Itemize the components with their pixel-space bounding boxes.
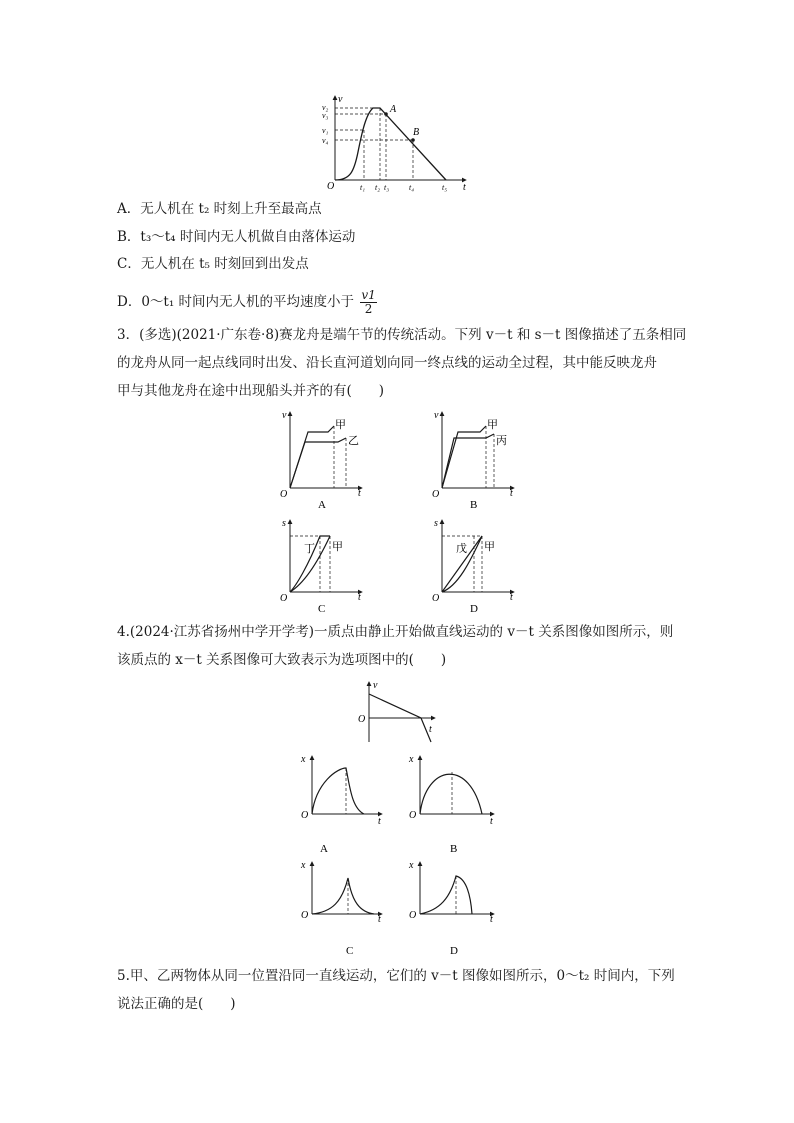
- graph-caption: D: [470, 603, 478, 615]
- axis-y-label: x: [409, 754, 414, 765]
- axis-x-label: t: [378, 816, 381, 827]
- axis-x-label: t: [358, 488, 361, 499]
- q4-line-1: 4.(2024·江苏省扬州中学开学考)一质点由静止开始做直线运动的 v－t 关系图像如图所示，则: [117, 624, 674, 640]
- axis-y-label: s: [282, 518, 286, 529]
- q4-main-vt-graph: [355, 678, 445, 748]
- q4-graph-b: [406, 752, 502, 856]
- axis-x-label: t: [510, 592, 513, 603]
- curve-label: 戊: [456, 543, 467, 555]
- v-tick: v₄: [322, 136, 329, 145]
- option-d-fraction: [360, 289, 376, 316]
- fraction-denominator: 2: [364, 302, 373, 316]
- axis-x-label: t: [358, 592, 361, 603]
- option-c: C．无人机在 t₅ 时刻回到出发点: [117, 256, 309, 272]
- velocity-curve: [335, 108, 446, 180]
- point-a-dot: [384, 112, 388, 116]
- axis-x-label: t: [490, 914, 493, 925]
- axis-x-label: t: [510, 488, 513, 499]
- origin-label: O: [280, 593, 288, 604]
- axis-y-label: v: [282, 410, 287, 421]
- curve-jia: [290, 426, 334, 488]
- v-tick: v₂: [322, 103, 329, 112]
- option-a: A．无人机在 t₂ 时刻上升至最高点: [117, 201, 322, 217]
- q3-graph-b: [430, 408, 520, 513]
- x-curve: [420, 774, 482, 814]
- graph-caption: A: [320, 843, 328, 855]
- curve-yi: [290, 438, 346, 488]
- axis-y-label: v: [373, 680, 378, 691]
- graph-caption: A: [318, 499, 326, 511]
- axis-v-label: v: [338, 94, 343, 105]
- curve-label: 丙: [496, 435, 507, 447]
- v-tick: v₃: [322, 111, 329, 120]
- curve-label: 甲: [335, 419, 346, 431]
- curve-label: 甲: [487, 419, 498, 431]
- drone-vt-graph: [318, 92, 478, 192]
- origin-label: O: [301, 810, 309, 821]
- point-b-dot: [411, 138, 415, 142]
- t-tick: t₂: [375, 183, 381, 192]
- q3-line-2: 的龙舟从同一起点线同时出发、沿长直河道划向同一终点线的运动全过程，其中能反映龙舟: [117, 355, 657, 371]
- curve-label: 乙: [348, 435, 359, 447]
- t-tick: t₄: [409, 183, 415, 192]
- q4-graph-c: [298, 858, 390, 962]
- q3-graph-c: [278, 516, 368, 616]
- curve-label: 丁: [304, 543, 315, 555]
- graph-caption: D: [450, 945, 458, 957]
- q3-line-3: 甲与其他龙舟在途中出现船头并齐的有( ): [117, 383, 385, 399]
- q5-line-1: 5.甲、乙两物体从同一位置沿同一直线运动，它们的 v－t 图像如图所示，0～t₂ 时间内，下列: [117, 968, 675, 984]
- axis-y-label: x: [409, 860, 414, 871]
- axis-x-label: t: [429, 724, 432, 735]
- t-tick: t₃: [384, 183, 390, 192]
- q3-line-1: 3．(多选)(2021·广东卷·8)赛龙舟是端午节的传统活动。下列 v－t 和 s－t 图像描述了五条相同: [117, 327, 687, 343]
- origin-label: O: [358, 714, 366, 725]
- q3-graph-d: [430, 516, 520, 616]
- q4-graph-a: [298, 752, 390, 856]
- x-curve: [420, 876, 472, 914]
- axis-y-label: x: [301, 754, 306, 765]
- axis-y-label: s: [434, 518, 438, 529]
- curve-jia: [442, 426, 486, 488]
- option-d: [117, 289, 377, 316]
- axis-t-label: t: [463, 182, 466, 193]
- origin-label: O: [409, 910, 417, 921]
- graph-caption: C: [318, 603, 326, 615]
- x-curve: [312, 878, 374, 914]
- q5-line-2: 说法正确的是( ): [117, 996, 236, 1012]
- graph-caption: B: [470, 499, 478, 511]
- curve-label: 甲: [332, 541, 343, 553]
- axis-x-label: t: [490, 816, 493, 827]
- t-tick: t₁: [360, 183, 366, 192]
- x-curve: [312, 768, 364, 814]
- t-tick: t₅: [442, 183, 448, 192]
- graph-caption: B: [450, 843, 458, 855]
- curve-label: 甲: [484, 541, 495, 553]
- option-b: B．t₃～t₄ 时间内无人机做自由落体运动: [117, 229, 356, 245]
- point-b-label: B: [413, 127, 420, 138]
- axis-y-label: x: [301, 860, 306, 871]
- origin-label: O: [432, 489, 440, 500]
- q4-graph-d: [406, 858, 502, 962]
- graph-caption: C: [346, 945, 354, 957]
- origin-label: O: [432, 593, 440, 604]
- q4-line-2: 该质点的 x－t 关系图像可大致表示为选项图中的( ): [117, 652, 447, 668]
- fraction-numerator: v1: [361, 288, 376, 302]
- v-tick: v₁: [322, 126, 329, 135]
- option-d-text: D．0～t₁ 时间内无人机的平均速度小于: [117, 294, 355, 310]
- axis-x-label: t: [378, 914, 381, 925]
- origin-label: O: [327, 181, 335, 192]
- origin-label: O: [409, 810, 417, 821]
- axis-y-label: v: [434, 410, 439, 421]
- point-a-label: A: [390, 104, 397, 115]
- q3-graph-a: [278, 408, 368, 513]
- origin-label: O: [280, 489, 288, 500]
- origin-label: O: [301, 910, 309, 921]
